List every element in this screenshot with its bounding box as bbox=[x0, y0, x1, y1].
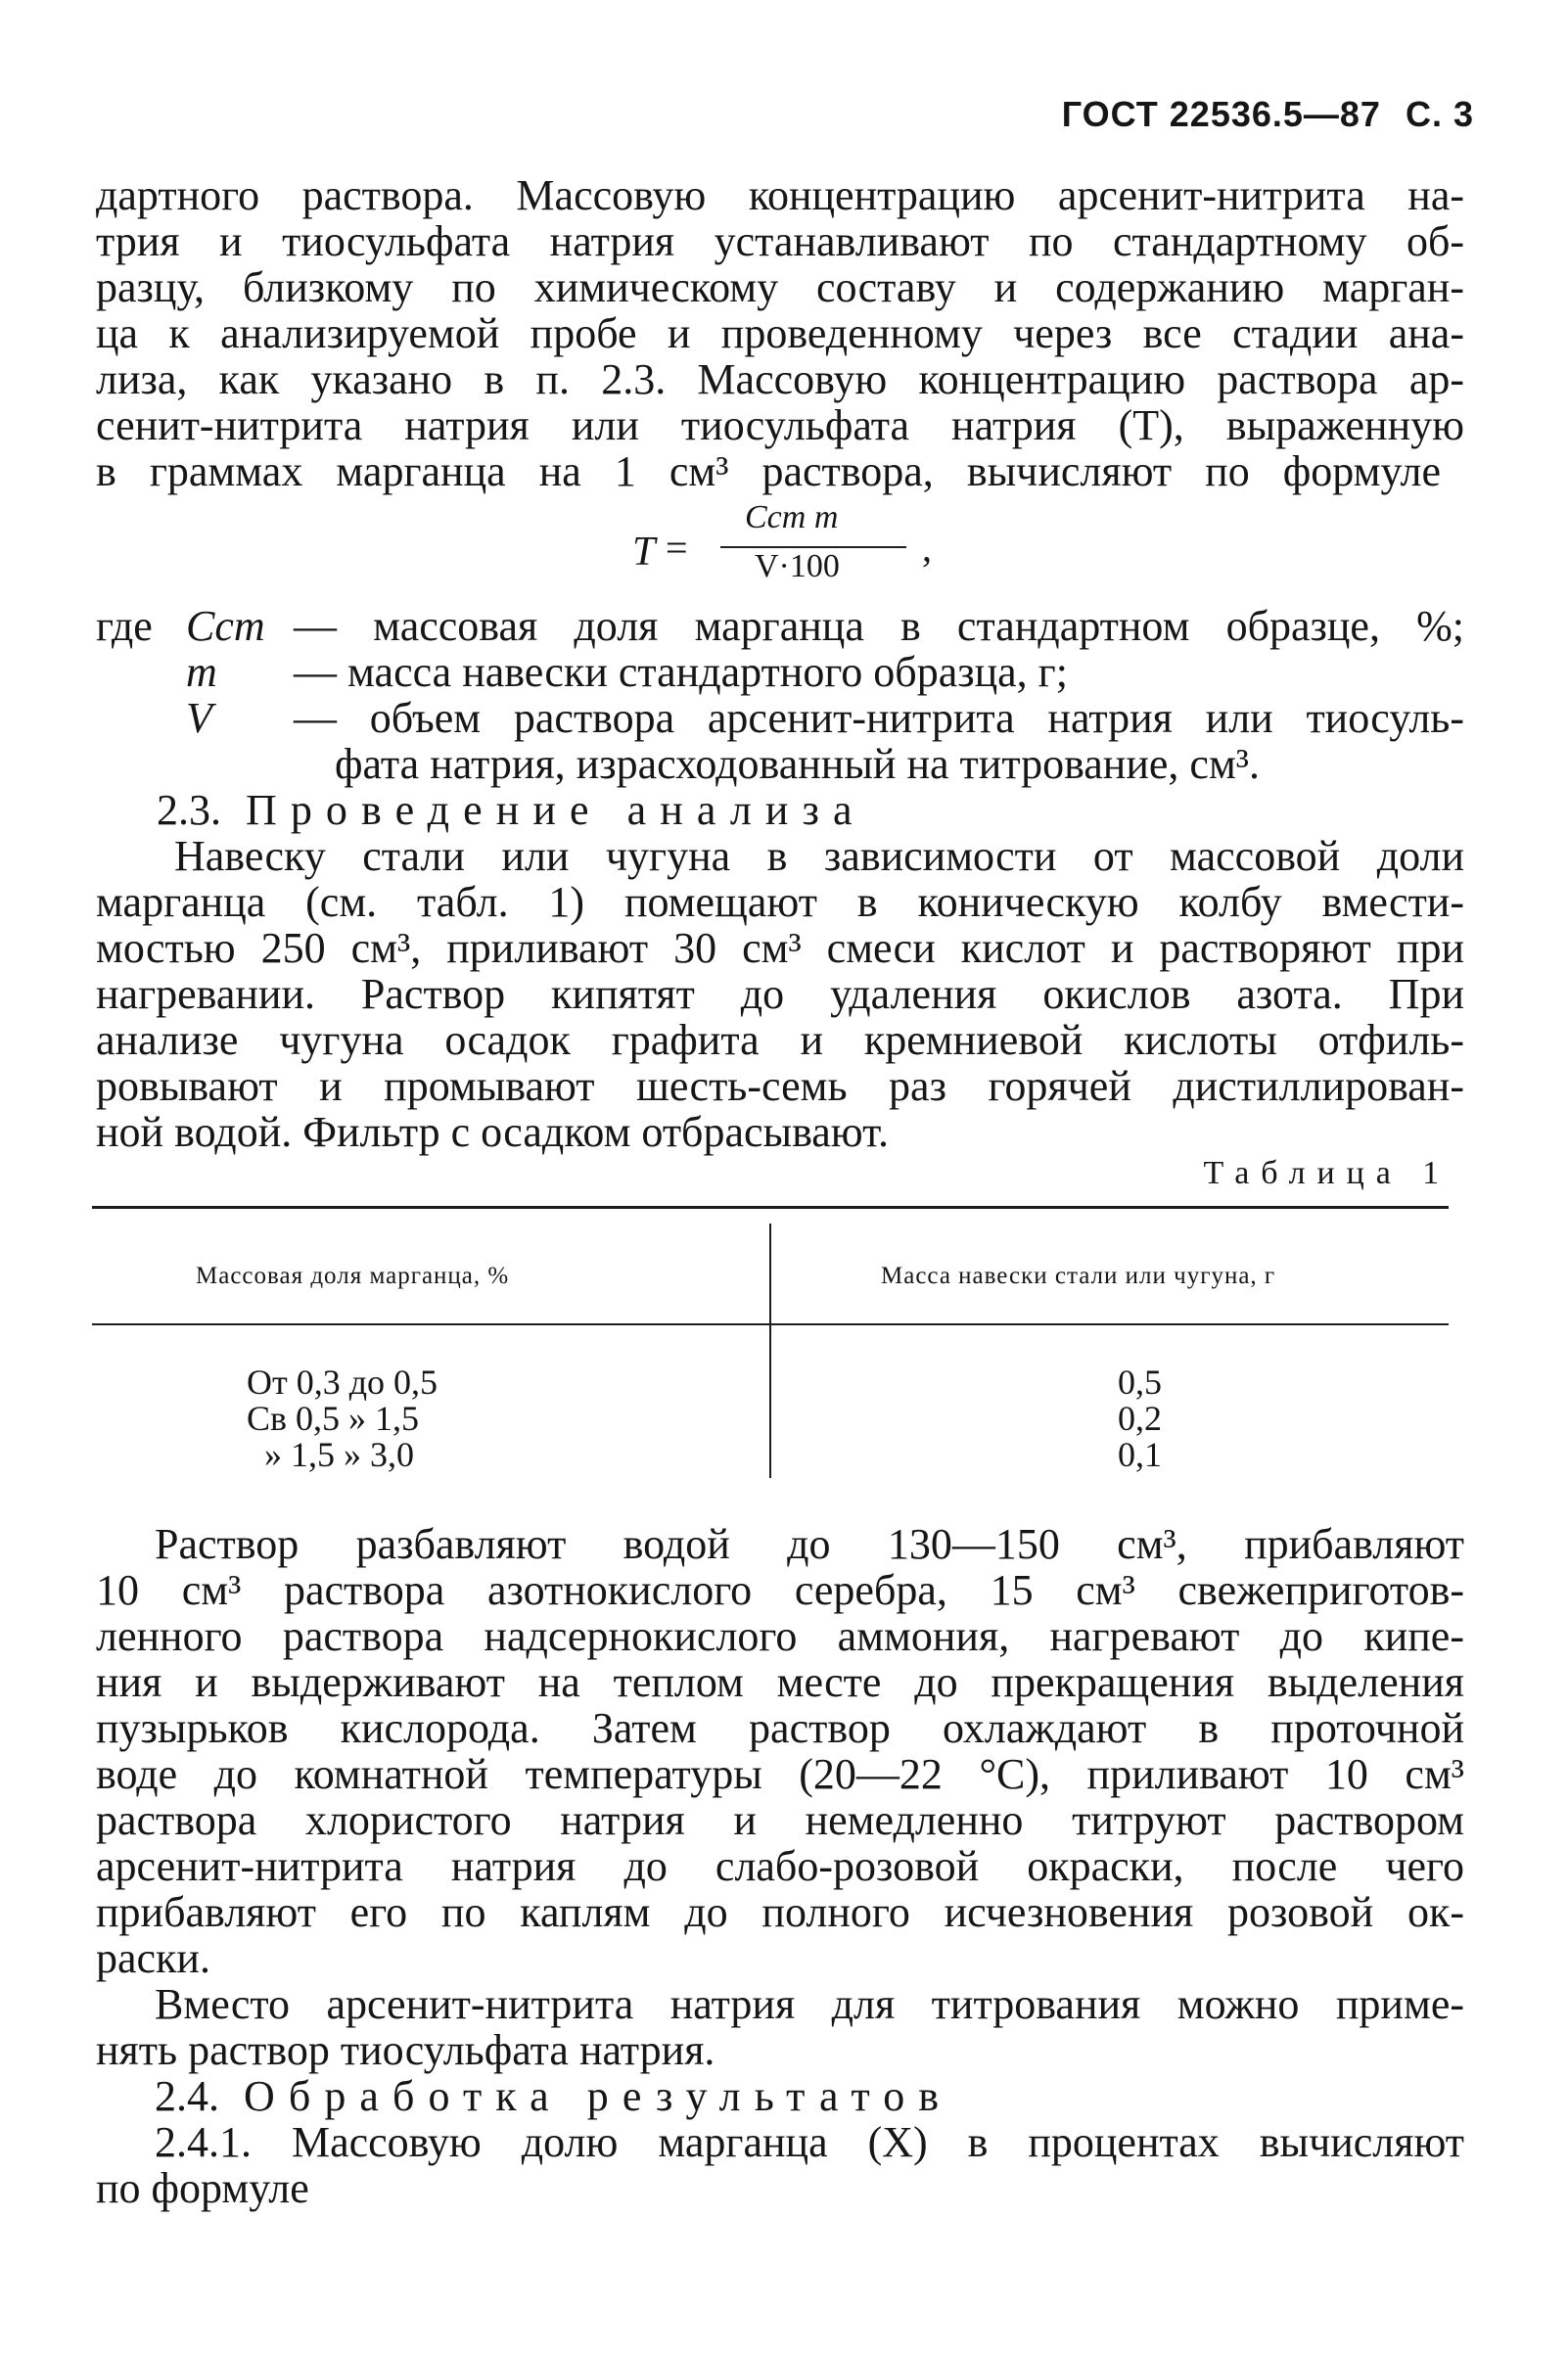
definition-text: — объем раствора арсенит-нитрита натрия или тиосуль- bbox=[294, 694, 1464, 742]
definition-text: — масса навески стандартного образца, г; bbox=[294, 648, 1068, 696]
text-line: Навеску стали или чугуна в зависимости от массовой доли bbox=[174, 832, 1464, 880]
text-line: в граммах марганца на 1 см³ раствора, вычисляют по формуле bbox=[96, 447, 1441, 495]
definition-symbol: Cст bbox=[186, 602, 265, 650]
formula-equals: = bbox=[666, 526, 688, 570]
table-cell: » 1,5 » 3,0 bbox=[264, 1435, 414, 1474]
text-line: Вместо арсенит-нитрита натрия для титрования можно приме- bbox=[155, 1980, 1464, 2028]
section-number: 2.4. bbox=[155, 2072, 219, 2120]
text-line: мостью 250 см³, приливают 30 см³ смеси кислот и растворяют при bbox=[96, 924, 1464, 972]
formula-numerator: Cст m bbox=[745, 499, 839, 535]
text-line: прибавляют его по каплям до полного исчезновения розовой ок- bbox=[96, 1888, 1464, 1936]
table-top-rule bbox=[92, 1206, 1449, 1209]
text-line: арсенит-нитрита натрия до слабо-розовой окраски, после чего bbox=[96, 1842, 1464, 1890]
text-line: ния и выдерживают на теплом месте до прекращения выделения bbox=[96, 1658, 1464, 1706]
text-line: трия и тиосульфата натрия устанавливают по стандартному об- bbox=[96, 217, 1464, 265]
text-line: марганца (см. табл. 1) помещают в коническую колбу вмести- bbox=[96, 878, 1464, 926]
table-cell: Св 0,5 » 1,5 bbox=[247, 1399, 420, 1438]
text-line: по формуле bbox=[96, 2164, 309, 2212]
page-number: С. 3 bbox=[1405, 94, 1474, 134]
text-line: нять раствор тиосульфата натрия. bbox=[96, 2026, 715, 2074]
text-line: Раствор разбавляют водой до 130—150 см³, прибавляют bbox=[155, 1520, 1464, 1568]
definition-text: — массовая доля марганца в стандартном образце, %; bbox=[294, 602, 1464, 650]
text-line: анализе чугуна осадок графита и кремниевой кислоты отфиль- bbox=[96, 1016, 1464, 1064]
text-line: разцу, близкому по химическому составу и содержанию марган- bbox=[96, 263, 1464, 311]
text-line: сенит-нитрита натрия или тиосульфата натрия (T), выраженную bbox=[96, 401, 1464, 449]
table-column-divider bbox=[769, 1224, 771, 1478]
formula-lhs: T bbox=[632, 530, 656, 575]
text-line: 2.4.1. Массовую долю марганца (X) в процентах вычисляют bbox=[155, 2118, 1464, 2166]
definition-continuation: фата натрия, израсходованный на титрование, см³. bbox=[335, 740, 1260, 788]
formula-t bbox=[632, 499, 932, 587]
formula-comma: , bbox=[922, 526, 932, 570]
text-line: 10 см³ раствора азотнокислого серебра, 15 см³ свежеприготов- bbox=[96, 1566, 1464, 1614]
table-header-cell: Массовая доля марганца, % bbox=[196, 1263, 510, 1289]
definition-symbol: V bbox=[186, 694, 212, 742]
section-title: Обработка результатов bbox=[244, 2072, 953, 2120]
table-cell: 0,2 bbox=[1118, 1399, 1162, 1438]
where-label: где bbox=[96, 602, 153, 650]
text-line: раствора хлористого натрия и немедленно титруют раствором bbox=[96, 1796, 1464, 1844]
text-line: ной водой. Фильтр с осадком отбрасывают. bbox=[96, 1108, 890, 1156]
text-line: пузырьков кислорода. Затем раствор охлаждают в проточной bbox=[96, 1704, 1464, 1752]
formula-denominator: V·100 bbox=[755, 548, 840, 584]
text-line: нагревании. Раствор кипятят до удаления окислов азота. При bbox=[96, 970, 1464, 1018]
text-line: ленного раствора надсернокислого аммония, нагревают до кипе- bbox=[96, 1612, 1464, 1660]
text-line: ца к анализируемой пробе и проведенному через все стадии ана- bbox=[96, 309, 1464, 357]
text-line: лиза, как указано в п. 2.3. Массовую концентрацию раствора ар- bbox=[96, 355, 1464, 403]
table-cell: От 0,3 до 0,5 bbox=[247, 1363, 438, 1402]
standard-number: ГОСТ 22536.5—87 bbox=[1061, 94, 1381, 134]
text-line: раски. bbox=[96, 1934, 210, 1982]
text-line: дартного раствора. Массовую концентрацию арсенит-нитрита на- bbox=[96, 171, 1464, 219]
table-cell: 0,1 bbox=[1118, 1435, 1162, 1474]
section-title: Проведение анализа bbox=[246, 786, 866, 834]
section-number: 2.3. bbox=[157, 786, 221, 834]
page-header bbox=[1048, 94, 1474, 135]
table-cell: 0,5 bbox=[1118, 1363, 1162, 1402]
text-line: ровывают и промывают шесть-семь раз горячей дистиллирован- bbox=[96, 1062, 1464, 1110]
definition-symbol: m bbox=[186, 648, 217, 696]
table-header-cell: Масса навески стали или чугуна, г bbox=[881, 1263, 1276, 1289]
table-caption: Таблица 1 bbox=[1203, 1155, 1451, 1191]
text-line: воде до комнатной температуры (20—22 °С), приливают 10 см³ bbox=[96, 1750, 1464, 1798]
